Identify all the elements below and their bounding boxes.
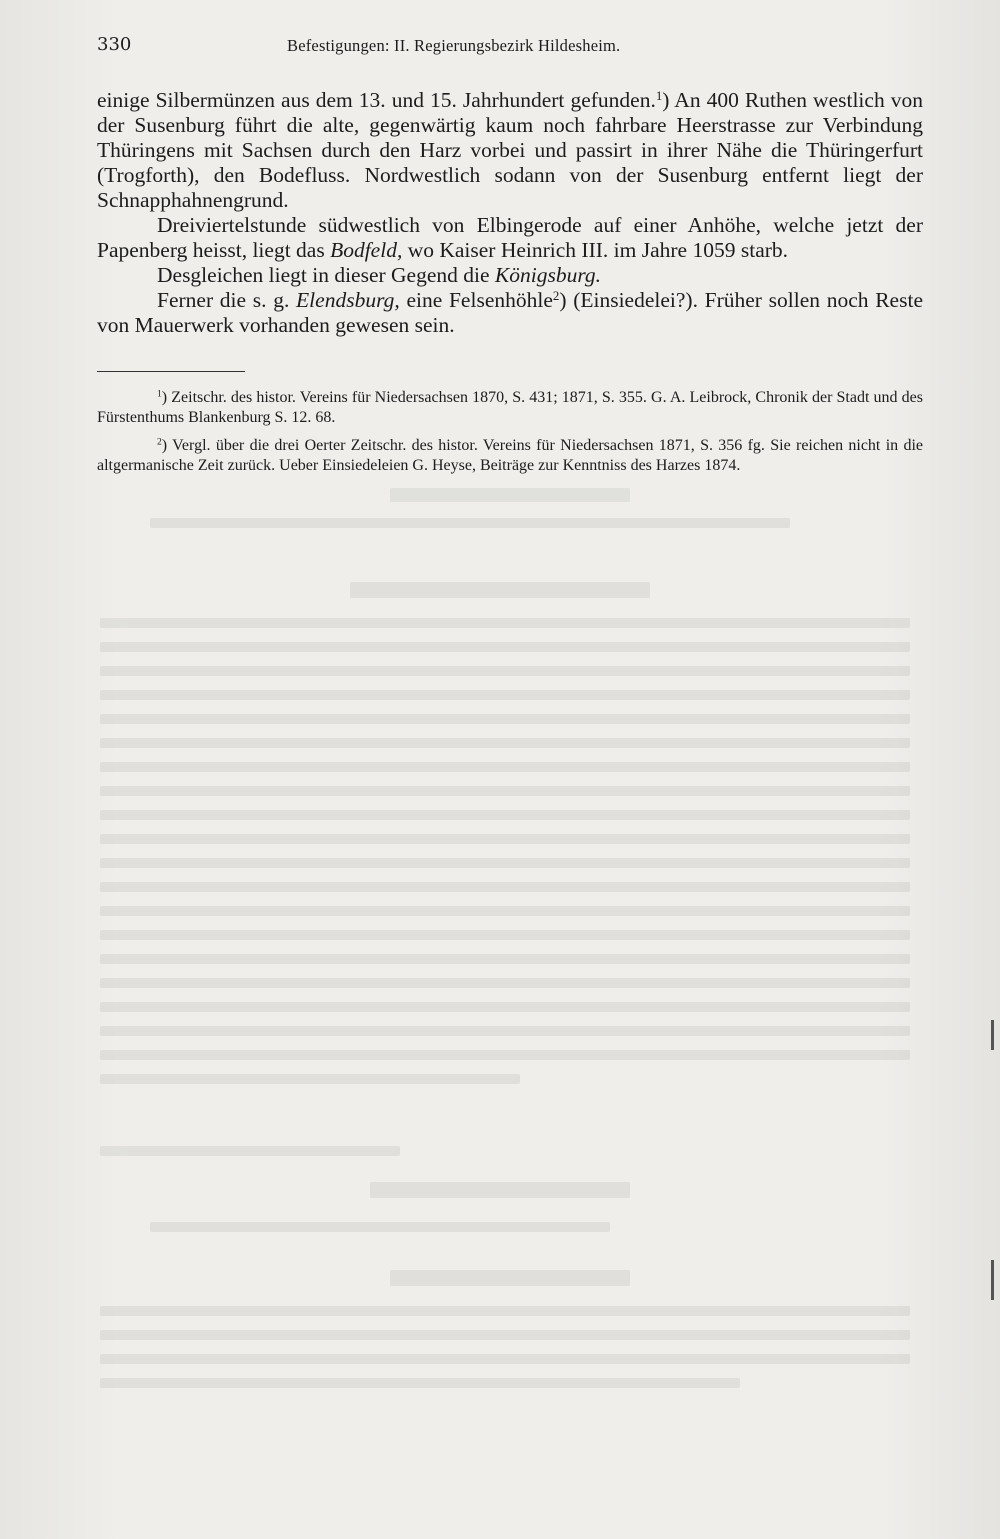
paragraph-3 xyxy=(97,263,923,288)
paragraph-2-text-a: Dreiviertelstunde südwestlich von Elbingerode auf einer Anhöhe, welche jetzt der Papenberg heisst, liegt das xyxy=(97,213,923,262)
footnote-2-text: ) Vergl. über die drei Oerter Zeitschr. des histor. Vereins für Niedersachsen 1871, S. 356 fg. Sie reichen nicht in die altgermanische Zeit zurück. Ueber Einsiedeleien G. Heyse, Beiträge zur Kenntniss des Harzes 1874. xyxy=(97,437,923,474)
footnote-separator xyxy=(97,371,245,372)
footnote-ref-2: 2 xyxy=(552,288,560,303)
running-head: Befestigungen: II. Regierungsbezirk Hildesheim. xyxy=(287,36,621,55)
place-name-koenigsburg: Königsburg. xyxy=(494,263,602,287)
main-text xyxy=(97,88,923,338)
page-edge-mark xyxy=(991,1020,994,1050)
paragraph-2-text-b: wo Kaiser Heinrich III. im Jahre 1059 starb. xyxy=(402,238,789,262)
paragraph-4-text-a: Ferner die s. g. xyxy=(157,288,297,312)
footnote-1-text: ) Zeitschr. des histor. Vereins für Niedersachsen 1870, S. 431; 1871, S. 355. G. A. Leibrock, Chronik der Stadt und des Fürstenthums Blankenburg S. 12. 68. xyxy=(97,389,923,426)
place-name-elendsburg: Elendsburg, xyxy=(296,288,400,312)
footnotes xyxy=(97,388,923,484)
paragraph-1-text-a: einige Silbermünzen aus dem 13. und 15. Jahrhundert gefunden. xyxy=(97,88,656,112)
paragraph-3-text-a: Desgleichen liegt in dieser Gegend die xyxy=(157,263,495,287)
paragraph-4-text-b: eine Felsenhöhle xyxy=(399,288,553,312)
reverse-side-bleed-through xyxy=(90,470,920,1430)
footnote-ref-1: 1 xyxy=(655,88,663,103)
footnote-2 xyxy=(97,436,923,475)
page-header xyxy=(97,34,920,60)
paragraph-2 xyxy=(97,213,923,263)
paragraph-1 xyxy=(97,88,923,213)
page-edge-mark xyxy=(991,1260,994,1300)
footnote-1 xyxy=(97,388,923,427)
footnote-1-marker: 1 xyxy=(157,388,162,400)
paragraph-4 xyxy=(97,288,923,338)
paragraph-4-text-c: ) (Einsiedelei?). Früher sollen noch Reste von Mauerwerk vorhanden gewesen sein. xyxy=(97,288,923,337)
footnote-2-marker: 2 xyxy=(157,436,162,448)
place-name-bodfeld: Bodfeld, xyxy=(330,238,403,262)
paragraph-1-text-b: ) An 400 Ruthen westlich von der Susenburg führt die alte, gegenwärtig kaum noch fahrbare Heerstrasse zur Verbindung Thüringens mit Sachsen durch den Harz vorbei und passirt in ihrer Nähe die Thüringerfurt (Trogforth), den Bodefluss. Nordwestlich sodann von der Susenburg entfernt liegt der Schnapphahnengrund. xyxy=(97,88,923,212)
page-number: 330 xyxy=(97,34,132,55)
